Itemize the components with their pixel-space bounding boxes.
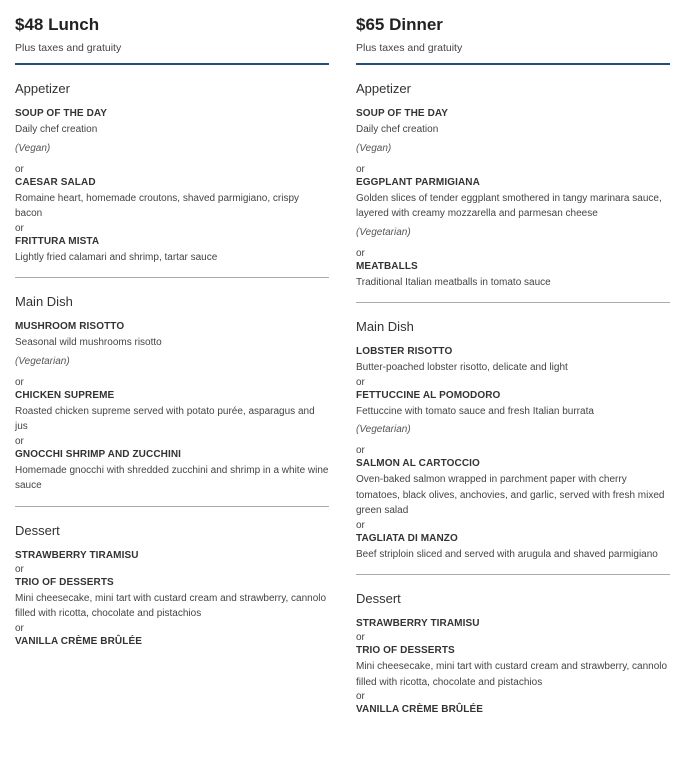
or-separator: or xyxy=(356,247,365,259)
section-divider xyxy=(356,302,670,303)
section-divider xyxy=(356,574,670,575)
menu-item-name: CAESAR SALAD xyxy=(15,176,96,188)
dinner-dessert-heading: Dessert xyxy=(356,591,401,606)
menu-item-name: SALMON AL CARTOCCIO xyxy=(356,458,480,469)
dinner-title: $65 Dinner xyxy=(356,15,443,34)
menu-item-name: TAGLIATA DI MANZO xyxy=(356,532,458,544)
menu-item-desc: Golden slices of tender eggplant smothered in tangy marinara sauce, layered with creamy mozzarella and parmesan cheese xyxy=(356,192,662,219)
menu-item-desc: Traditional Italian meatballs in tomato sauce xyxy=(356,276,551,288)
or-separator: or xyxy=(356,632,365,643)
lunch-subtitle: Plus taxes and gratuity xyxy=(15,42,122,54)
menu-item-tag: (Vegan) xyxy=(356,142,392,154)
dinner-main-heading: Main Dish xyxy=(356,319,414,334)
or-separator: or xyxy=(15,376,24,388)
menu-item-name: MEATBALLS xyxy=(356,260,418,272)
or-separator: or xyxy=(356,691,365,702)
menu-item-desc: Mini cheesecake, mini tart with custard cream and strawberry, cannolo filled with ricotta, chocolate and pistachios xyxy=(15,592,327,619)
lunch-title: $48 Lunch xyxy=(15,15,100,34)
menu-item-name: LOBSTER RISOTTO xyxy=(356,346,453,357)
dinner-appetizer-list xyxy=(356,107,670,290)
section-divider xyxy=(15,277,329,278)
menu-item-name: MUSHROOM RISOTTO xyxy=(15,321,125,332)
menu-item-name: CHICKEN SUPREME xyxy=(15,389,115,401)
dinner-appetizer-heading: Appetizer xyxy=(356,81,411,96)
or-separator: or xyxy=(15,435,24,447)
title-divider xyxy=(356,63,670,65)
lunch-dessert-heading: Dessert xyxy=(15,522,60,538)
dinner-subtitle: Plus taxes and gratuity xyxy=(356,42,463,54)
lunch-appetizer-list xyxy=(15,107,329,265)
lunch-main-list xyxy=(15,320,329,494)
menu-item-desc: Butter-poached lobster risotto, delicate and light xyxy=(356,362,568,373)
menu-item-desc: Mini cheesecake, mini tart with custard cream and strawberry, cannolo filled with ricotta, chocolate and pistachios xyxy=(356,661,668,688)
menu-item-name: VANILLA CRÈME BRÛLÉE xyxy=(356,704,483,715)
menu-item-name: SOUP OF THE DAY xyxy=(15,108,108,119)
or-separator: or xyxy=(356,445,365,456)
menu-item-desc: Seasonal wild mushrooms risotto xyxy=(15,337,162,348)
dinner-dessert-list xyxy=(356,617,670,717)
section-divider xyxy=(15,506,329,507)
menu-item-desc: Romaine heart, homemade croutons, shaved parmigiano, crispy bacon xyxy=(15,192,300,219)
dinner-main-list xyxy=(356,345,670,562)
menu-item-tag: (Vegetarian) xyxy=(356,226,411,238)
or-separator: or xyxy=(356,519,365,531)
lunch-menu xyxy=(15,0,329,649)
lunch-dessert-list xyxy=(15,549,329,649)
menu-item-tag: (Vegan) xyxy=(15,142,51,154)
dinner-menu xyxy=(356,0,670,717)
menu-item-name: TRIO OF DESSERTS xyxy=(15,576,114,588)
menu-item-desc: Oven-baked salmon wrapped in parchment paper with cherry tomatoes, black olives, anchovies, and garlic, served with fresh mixed green salad xyxy=(356,474,665,516)
menu-item-name: SOUP OF THE DAY xyxy=(356,108,449,119)
menu-item-desc: Daily chef creation xyxy=(356,124,439,135)
menu-item-desc: Homemade gnocchi with shredded zucchini and shrimp in a white wine sauce xyxy=(15,464,329,491)
menu-item-desc: Roasted chicken supreme served with potato purée, asparagus and jus xyxy=(15,405,315,432)
menu-item-tag: (Vegetarian) xyxy=(15,355,70,367)
menu-item-name: STRAWBERRY TIRAMISU xyxy=(15,549,139,561)
menu-item-name: FETTUCCINE AL POMODORO xyxy=(356,389,501,401)
menu-item-name: STRAWBERRY TIRAMISU xyxy=(356,618,480,629)
or-separator: or xyxy=(356,163,365,175)
or-separator: or xyxy=(15,222,24,234)
menu-item-desc: Fettuccine with tomato sauce and fresh Italian burrata xyxy=(356,405,594,417)
menu-item-name: TRIO OF DESSERTS xyxy=(356,645,455,656)
or-separator: or xyxy=(15,163,24,175)
menu-item-name: GNOCCHI SHRIMP AND ZUCCHINI xyxy=(15,448,182,460)
lunch-appetizer-heading: Appetizer xyxy=(15,81,70,96)
menu-item-desc: Lightly fried calamari and shrimp, tartar sauce xyxy=(15,251,218,263)
lunch-main-heading: Main Dish xyxy=(15,294,73,309)
title-divider xyxy=(15,63,329,65)
menu-item-name: EGGPLANT PARMIGIANA xyxy=(356,176,480,188)
or-separator: or xyxy=(15,622,24,634)
menu-item-name: VANILLA CRÈME BRÛLÉE xyxy=(15,635,142,647)
or-separator: or xyxy=(15,563,24,575)
menu-item-name: FRITTURA MISTA xyxy=(15,235,100,247)
or-separator: or xyxy=(356,376,365,388)
menu-item-desc: Beef striploin sliced and served with arugula and shaved parmigiano xyxy=(356,548,658,560)
menu-item-desc: Daily chef creation xyxy=(15,124,98,135)
menu-item-tag: (Vegetarian) xyxy=(356,424,411,435)
